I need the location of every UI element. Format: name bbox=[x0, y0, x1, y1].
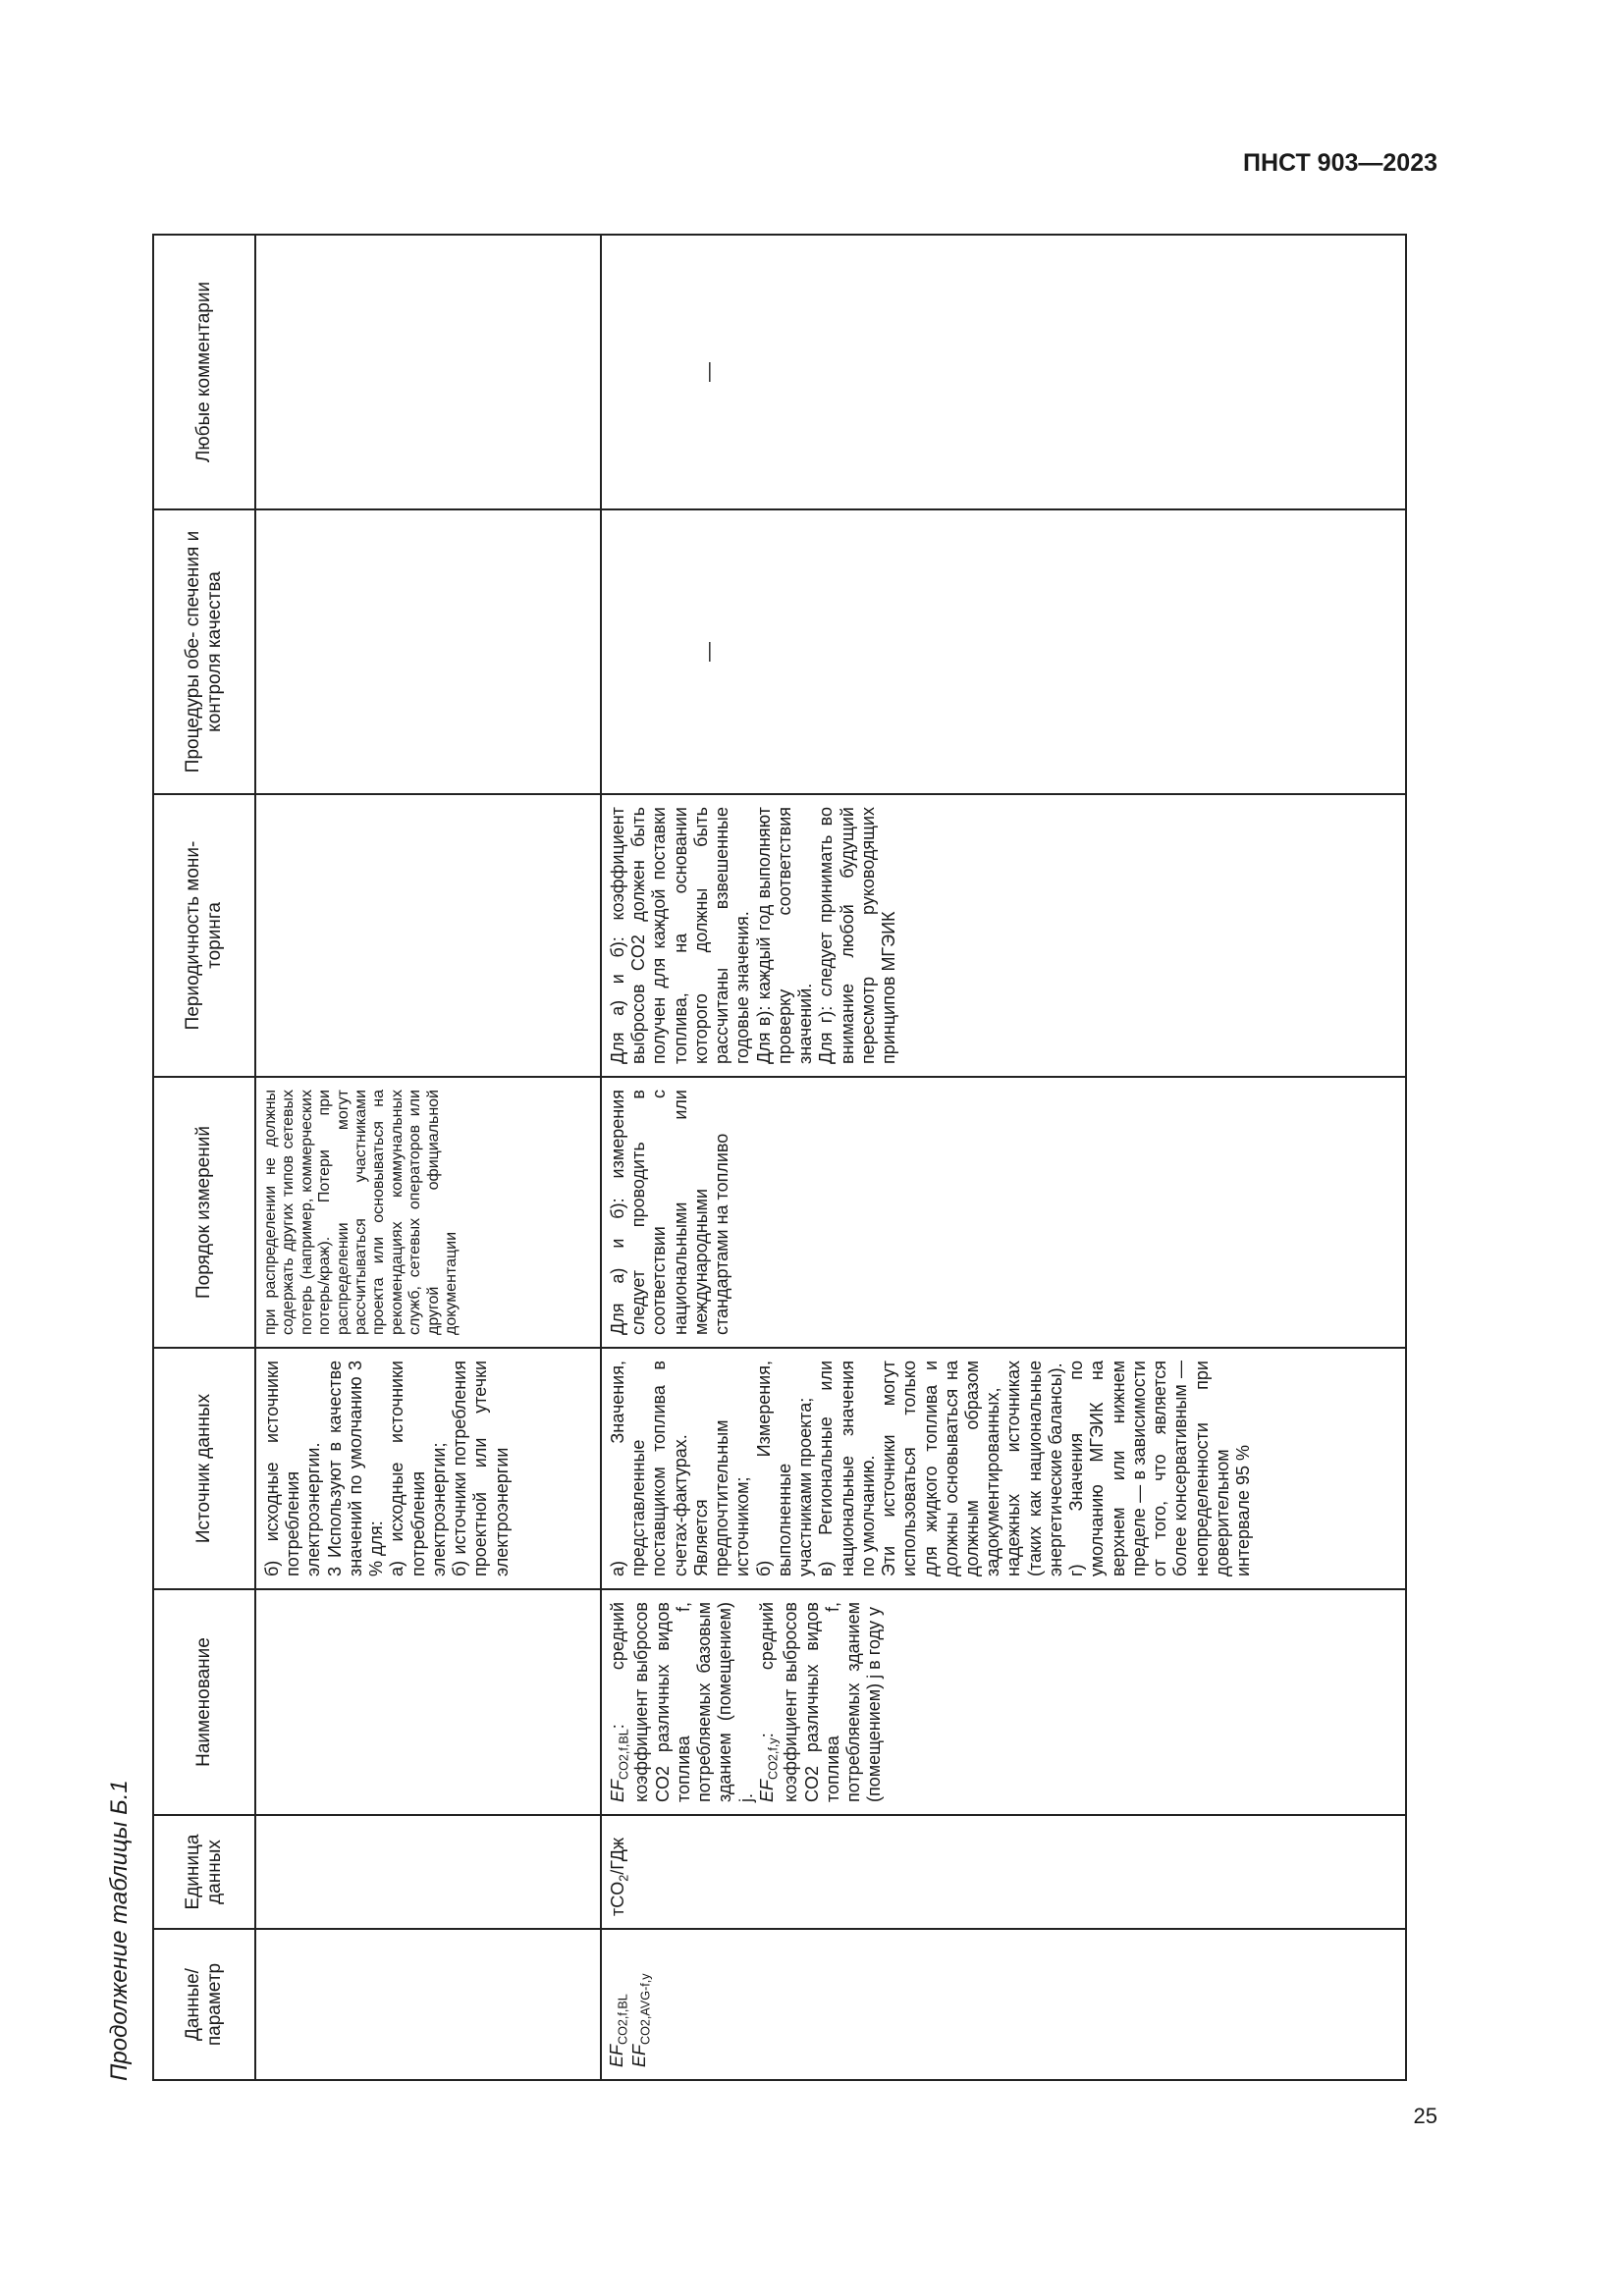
table-row bbox=[255, 235, 601, 2080]
col-header-parameter: Данные/ параметр bbox=[153, 1929, 255, 2080]
cell-parameter bbox=[601, 1929, 1406, 2080]
page-number: 25 bbox=[1413, 2104, 1437, 2128]
name-entry-2: $EF_{CO2,f,y}$: средний коэффициент выбросов CO2 различных видов топлива f, потребляемых зданием (помещением) j в году y bbox=[756, 1602, 885, 1802]
col-header-frequency: Периодичность мони- торинга bbox=[153, 794, 255, 1077]
cell-name bbox=[601, 1589, 1406, 1815]
cell-source: а) Значения, представленные поставщиком топлива в счетах-фактурах. Является предпочтительным источником; б) Измерения, выполненные участниками проекта; в) Региональные или национальные значения по умолчанию. Эти источники могут использоваться только для жидкого топлива и должны основываться на должным образом задокументированных, надежных источниках (таких как национальные энергетические балансы). г) Значения по умолчанию МГЭИК на верхнем или нижнем пределе — в зависимости от того, что является более консервативным — неопределенности при доверительном интервале 95 % bbox=[601, 1348, 1406, 1589]
cell-comments bbox=[255, 235, 601, 509]
param-line-1: $EF_{CO2,f,BL}$ bbox=[607, 1994, 630, 2067]
cell-unit: тCO$_2$/ГДж bbox=[601, 1815, 1406, 1929]
cell-measurement: при распределении не должны содержать других типов сетевых потерь (например, коммерческих потерь/краж). Потери при распределении могут рассчитываться участниками проекта или основываться на рекомендациях коммунальных служб, сетевых операторов или другой официальной документации bbox=[255, 1077, 601, 1348]
cell-parameter bbox=[255, 1929, 601, 2080]
table-header-row bbox=[153, 235, 255, 2080]
cell-qa-qc: — bbox=[601, 509, 1406, 794]
cell-comments: — bbox=[601, 235, 1406, 509]
table-continuation-title: Продолжение таблицы Б.1 bbox=[106, 1780, 133, 2081]
col-header-measurement: Порядок измерений bbox=[153, 1077, 255, 1348]
param-line-2: $EF_{CO2,AVG-f,y}$ bbox=[629, 1973, 654, 2067]
col-header-unit: Единица данных bbox=[153, 1815, 255, 1929]
col-header-qa-qc: Процедуры обе- спечения и контроля качества bbox=[153, 509, 255, 794]
cell-unit bbox=[255, 1815, 601, 1929]
cell-frequency: Для а) и б): коэффициент выбросов CO2 должен быть получен для каждой поставки топлива, на основании которого должны быть рассчитаны взвешенные годовые значения. Для в): каждый год выполняют проверку соответствия значений. Для г): следует принимать во внимание любой будущий пересмотр руководящих принципов МГЭИК bbox=[601, 794, 1406, 1077]
col-header-comments: Любые комментарии bbox=[153, 235, 255, 509]
col-header-name: Наименование bbox=[153, 1589, 255, 1815]
cell-qa-qc bbox=[255, 509, 601, 794]
cell-frequency bbox=[255, 794, 601, 1077]
cell-name bbox=[255, 1589, 601, 1815]
col-header-source: Источник данных bbox=[153, 1348, 255, 1589]
document-code: ПНСТ 903—2023 bbox=[1243, 149, 1437, 177]
name-entry-1: $EF_{CO2,f,BL}$: средний коэффициент выбросов CO2 различных видов топлива f, потребляемых базовым зданием (помещением) j. bbox=[608, 1602, 756, 1802]
data-table bbox=[152, 234, 1407, 2081]
cell-measurement: Для а) и б): измерения следует проводить в соответствии с национальными или международными стандартами на топливо bbox=[601, 1077, 1406, 1348]
table-row bbox=[601, 235, 1406, 2080]
landscape-page bbox=[106, 236, 1435, 2081]
cell-source: б) исходные источники потребления электроэнергии. 3 Используют в качестве значений по умолчанию 3 % для: а) исходные источники потребления электроэнергии; б) источники потребления проектной или утечки электроэнергии bbox=[255, 1348, 601, 1589]
